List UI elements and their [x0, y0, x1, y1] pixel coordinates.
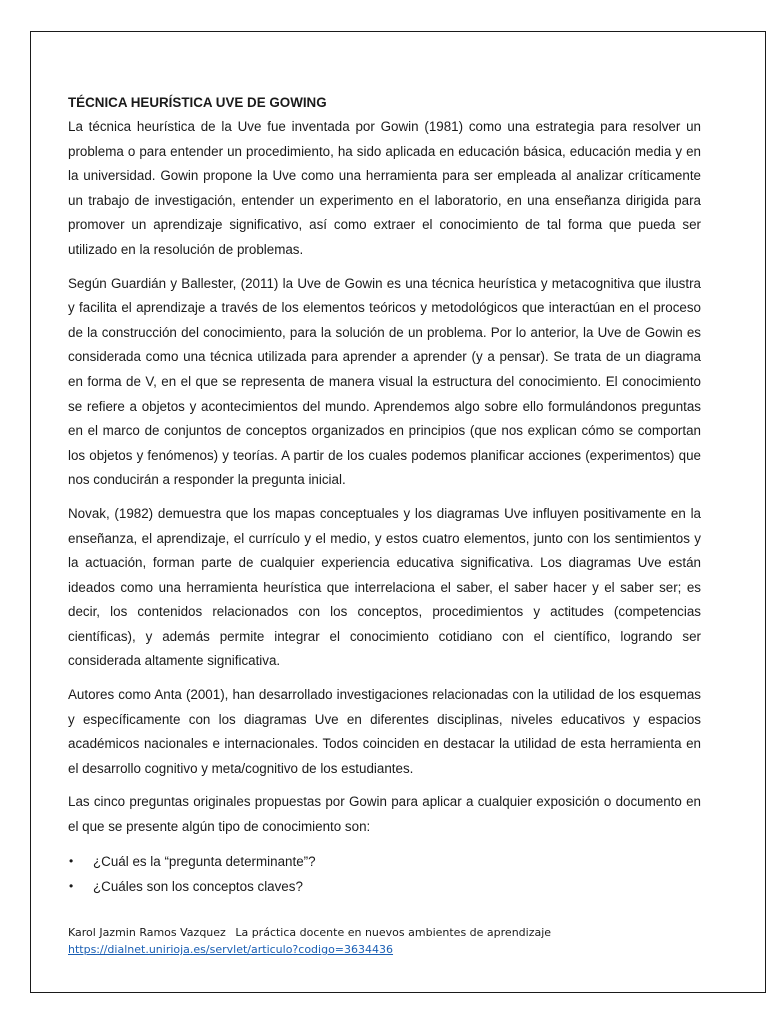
questions-list: [68, 849, 701, 899]
citation-source-title: La práctica docente en nuevos ambientes de aprendizaje: [235, 926, 552, 939]
source-link[interactable]: https://dialnet.unirioja.es/servlet/articulo?codigo=3634436: [68, 943, 394, 956]
document-body: [68, 91, 701, 899]
bullet-icon: •: [69, 878, 74, 893]
list-item: [68, 874, 701, 899]
paragraph-2: Según Guardián y Ballester, (2011) la Uve de Gowin es una técnica heurística y metacognitiva que ilustra y facilita el aprendizaje a través de los elementos teóricos y metodológicos que interactúan en el proceso de la construcción del conocimiento, para la solución de un problema. Por lo anterior, la Uve de Gowin es considerada como una técnica utilizada para aprender a aprender (y a pensar). Se trata de un diagrama en forma de V, en el que se representa de manera visual la estructura del conocimiento. El conocimiento se refiere a objetos y acontecimientos del mundo. Aprendemos algo sobre ello formulándonos preguntas en el marco de conjuntos de conceptos organizados en principios (que nos explican cómo se comportan los objetos y fenómenos) y teorías. A partir de los cuales podemos planificar acciones (experimentos) que nos conducirán a responder la pregunta inicial.: [68, 275, 701, 488]
list-item-text: ¿Cuál es la “pregunta determinante”?: [93, 853, 316, 869]
bullet-icon: •: [69, 853, 74, 868]
list-item-text: ¿Cuáles son los conceptos claves?: [93, 878, 303, 894]
document-footer: [68, 924, 708, 958]
document-page: [30, 31, 766, 993]
paragraph-3: Novak, (1982) demuestra que los mapas conceptuales y los diagramas Uve influyen positivamente en la enseñanza, el aprendizaje, el currículo y el medio, y estos cuatro elementos, junto con los sentimientos y la actuación, forman parte de cualquier experiencia educativa significativa. Los diagramas Uve están ideados como una herramienta heurística que interrelaciona el saber, el saber hacer y el saber ser; es decir, los contenidos relacionados con los conceptos, procedimientos y actitudes (competencias científicas), y además permite integrar el conocimiento cotidiano con el científico, logrando ser considerada altamente significativa.: [68, 505, 701, 669]
document-title: TÉCNICA HEURÍSTICA UVE DE GOWING: [68, 95, 327, 110]
paragraph-4: Autores como Anta (2001), han desarrollado investigaciones relacionadas con la utilidad de los esquemas y específicamente con los diagramas Uve en diferentes disciplinas, niveles educativos y espacios académicos nacionales e internacionales. Todos coinciden en destacar la utilidad de esta herramienta en el desarrollo cognitivo y meta/cognitivo de los estudiantes.: [68, 687, 701, 776]
list-item: [68, 849, 701, 874]
paragraph-1: La técnica heurística de la Uve fue inventada por Gowin (1981) como una estrategia para resolver un problema o para entender un procedimiento, ha sido aplicada en educación básica, educación media y en la universidad. Gowin propone la Uve como una herramienta para ser empleada al analizar críticamente un trabajo de investigación, entender un experimento en el laboratorio, en una enseñanza dirigida para promover un aprendizaje significativo, así como extraer el conocimiento de tal forma que pueda ser utilizado en la resolución de problemas.: [68, 119, 701, 257]
paragraph-5: Las cinco preguntas originales propuestas por Gowin para aplicar a cualquier exposición o documento en el que se presente algún tipo de conocimiento son:: [68, 794, 701, 835]
citation-author: Karol Jazmin Ramos Vazquez: [68, 926, 226, 939]
citation-link-line: [68, 941, 708, 958]
citation-line: [68, 924, 708, 941]
